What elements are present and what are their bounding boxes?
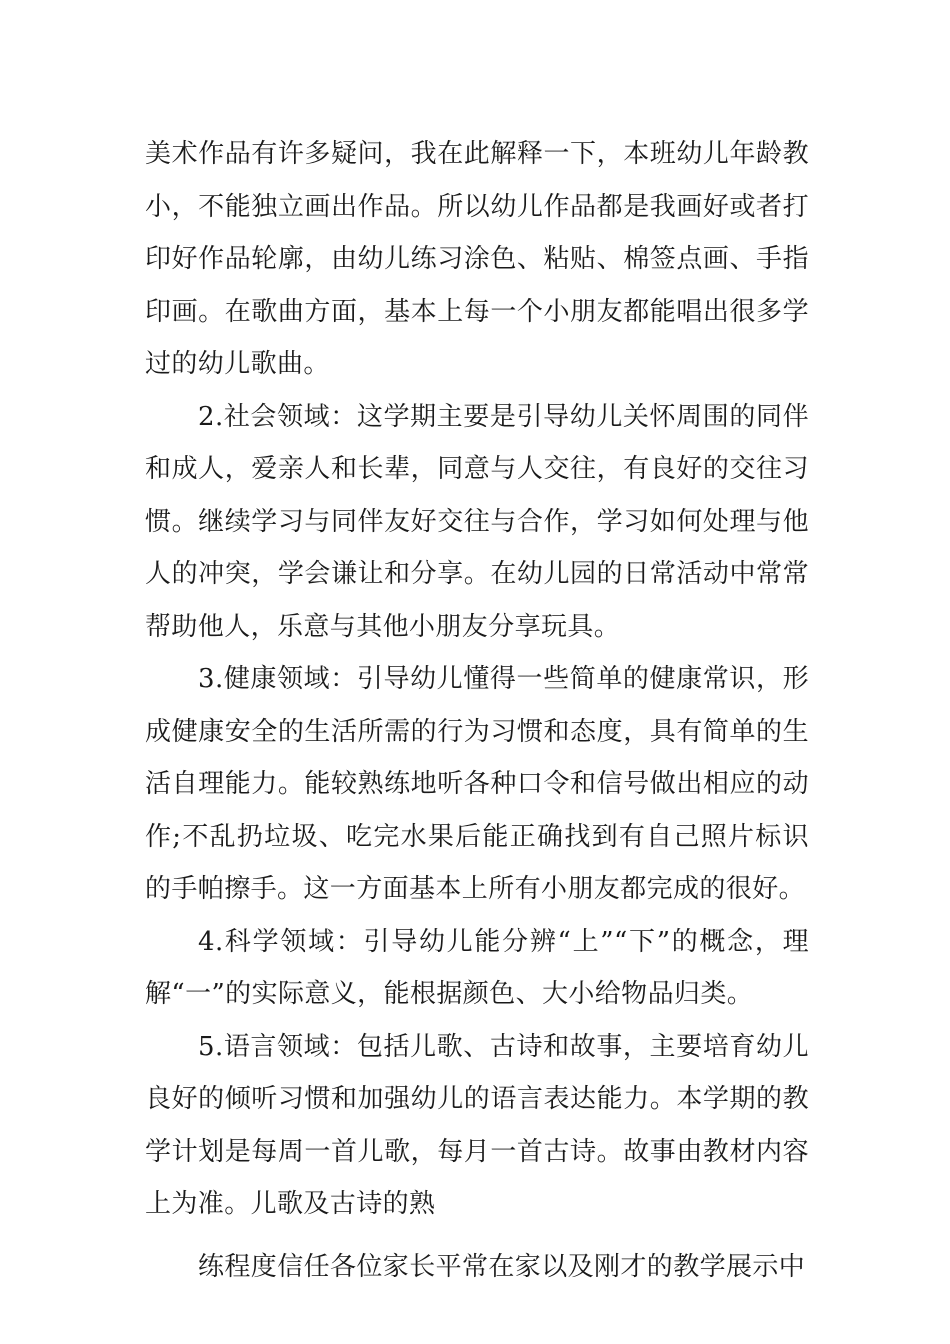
paragraph-practice-level: 练程度信任各位家长平常在家以及刚才的教学展示中 xyxy=(198,1251,806,1282)
paragraph-health-domain: 3.健康领域：引导幼儿懂得一些简单的健康常识，形成健康安全的生活所需的行为习惯和态度，具有简单的生活自理能力。能较熟练地听各种口令和信号做出相应的动作;不乱扔垃圾、吃完水果后能正确找到有自己照片标识的手帕擦手。这一方面基本上所有小朋友都完成的很好。 xyxy=(145,664,809,904)
paragraph-social-domain: 2.社会领域：这学期主要是引导幼儿关怀周围的同伴和成人，爱亲人和长辈，同意与人交往，有良好的交往习惯。继续学习与同伴友好交往与合作，学习如何处理与他人的冲突，学会谦让和分享。在幼儿园的日常活动中常常帮助他人，乐意与其他小朋友分享玩具。 xyxy=(145,401,809,642)
document-body xyxy=(145,128,809,1293)
paragraph-language-domain: 5.语言领域：包括儿歌、古诗和故事，主要培育幼儿良好的倾听习惯和加强幼儿的语言表达能力。本学期的教学计划是每周一首儿歌，每月一首古诗。故事由教材内容上为准。儿歌及古诗的熟 xyxy=(145,1031,809,1219)
paragraph-science-domain: 4.科学领域：引导幼儿能分辨“上”“下”的概念，理解“一”的实际意义，能根据颜色、大小给物品归类。 xyxy=(145,926,809,1009)
paragraph-art-continuation: 美术作品有许多疑问，我在此解释一下，本班幼儿年龄教小，不能独立画出作品。所以幼儿作品都是我画好或者打印好作品轮廓，由幼儿练习涂色、粘贴、棉签点画、手指印画。在歌曲方面，基本上每一个小朋友都能唱出很多学过的幼儿歌曲。 xyxy=(145,139,809,379)
